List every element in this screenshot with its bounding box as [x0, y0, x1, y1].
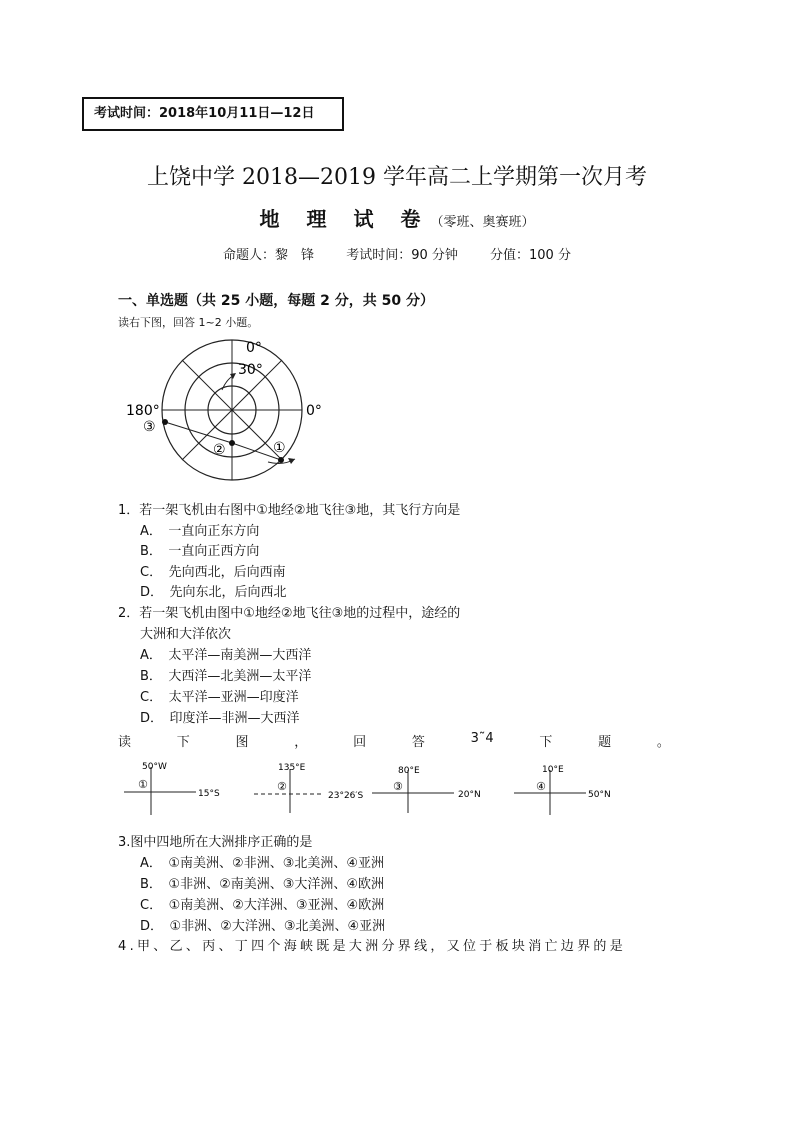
polar-map-figure [118, 330, 338, 500]
section-note: 读右下图，回答 1~2 小题。 [118, 316, 259, 329]
cross1-lat-label: 15°S [198, 789, 220, 799]
cross3-number: ③ [393, 780, 403, 793]
q3-option-d: D． ①非洲、②大洋洲、③北美洲、④亚洲 [140, 919, 386, 934]
point-1-label: ① [273, 440, 286, 456]
q1-stem: 1．若一架飞机由右图中①地经②地飞往③地，其飞行方向是 [118, 503, 461, 518]
cross1-number: ① [138, 778, 148, 791]
exam-subtitle [0, 203, 794, 232]
info-duration: 考试时间：90 分钟 [346, 248, 458, 263]
cross3-lat-label: 20°N [458, 790, 481, 800]
read-char: 读 [118, 735, 132, 750]
lon-right-label: 0° [306, 403, 322, 419]
q2-option-a: A． 太平洋—南美洲—大西洋 [140, 648, 312, 663]
subtitle-main: 地 理 试 卷 [259, 207, 431, 231]
cross1-lon-label: 50°W [142, 762, 167, 772]
coordinates-figure [118, 755, 618, 830]
read-char: 答 [411, 735, 425, 750]
q3-stem: 3.图中四地所在大洲排序正确的是 [118, 835, 313, 850]
q2-stem-line1: 2．若一架飞机由图中①地经②地飞往③地的过程中，途经的 [118, 606, 461, 621]
q2-option-c: C． 太平洋—亚洲—印度洋 [140, 690, 299, 705]
q2-stem-line2: 大洲和大洋依次 [140, 627, 232, 642]
cross4-lat-label: 50°N [588, 790, 611, 800]
q2-option-b: B． 大西洋—北美洲—太平洋 [140, 669, 312, 684]
info-score: 分值：100 分 [490, 248, 571, 263]
q4-stem: 4.甲、乙、丙、丁四个海峡既是大洲分界线，又位于板块消亡边界的是 [118, 939, 627, 954]
point-3-marker [162, 419, 168, 425]
read-char: 图 [235, 735, 249, 750]
point-2-marker [229, 440, 235, 446]
point-3-label: ③ [143, 419, 156, 435]
lat-outer-label: 0° [246, 340, 262, 356]
read-figure-instruction [118, 731, 670, 750]
point-1-marker [278, 457, 284, 463]
q3-option-b: B． ①非洲、②南美洲、③大洋洲、④欧洲 [140, 877, 385, 892]
read-char: 题 [598, 735, 612, 750]
q1-option-a: A． 一直向正东方向 [140, 524, 260, 539]
read-char: 下 [539, 735, 553, 750]
route-line-3-2 [165, 422, 232, 443]
q1-option-d: D． 先向东北，后向西北 [140, 585, 287, 600]
exam-info [0, 244, 794, 263]
info-author: 命题人：黎 锋 [223, 248, 315, 263]
exam-title: 上饶中学 2018—2019 学年高二上学期第一次月考 [147, 165, 647, 190]
q3-option-c: C． ①南美洲、②大洋洲、③亚洲、④欧洲 [140, 898, 385, 913]
cross4-number: ④ [536, 780, 546, 793]
cross3-lon-label: 80°E [398, 766, 420, 776]
inner-arrow-icon [230, 373, 236, 379]
q1-option-b: B． 一直向正西方向 [140, 544, 260, 559]
q3-option-a: A． ①南美洲、②非洲、③北美洲、④亚洲 [140, 856, 385, 871]
q1-option-c: C． 先向西北，后向西南 [140, 565, 286, 580]
lon-left-label: 180° [126, 403, 160, 419]
read-char: 下 [176, 735, 190, 750]
cross2-lon-label: 135°E [278, 763, 306, 773]
cross2-lat-label: 23°26′S [328, 791, 364, 801]
cross2-number: ② [277, 780, 287, 793]
exam-time-box: 考试时间：2018年10月11日—12日 [82, 97, 344, 131]
subtitle-note: （零班、奥赛班） [430, 215, 535, 230]
read-char: 。 [656, 735, 670, 750]
point-2-label: ② [213, 442, 226, 458]
section-heading: 一、单选题（共 25 小题，每题 2 分，共 50 分） [118, 293, 434, 309]
lat-inner-label: 30° [238, 362, 263, 378]
q2-option-d: D． 印度洋—非洲—大西洋 [140, 711, 300, 726]
rotation-arrow-icon [288, 458, 295, 464]
read-char: ， [294, 735, 308, 750]
read-char: 3˜4 [470, 731, 494, 746]
read-char: 回 [353, 735, 367, 750]
cross4-lon-label: 10°E [542, 765, 564, 775]
